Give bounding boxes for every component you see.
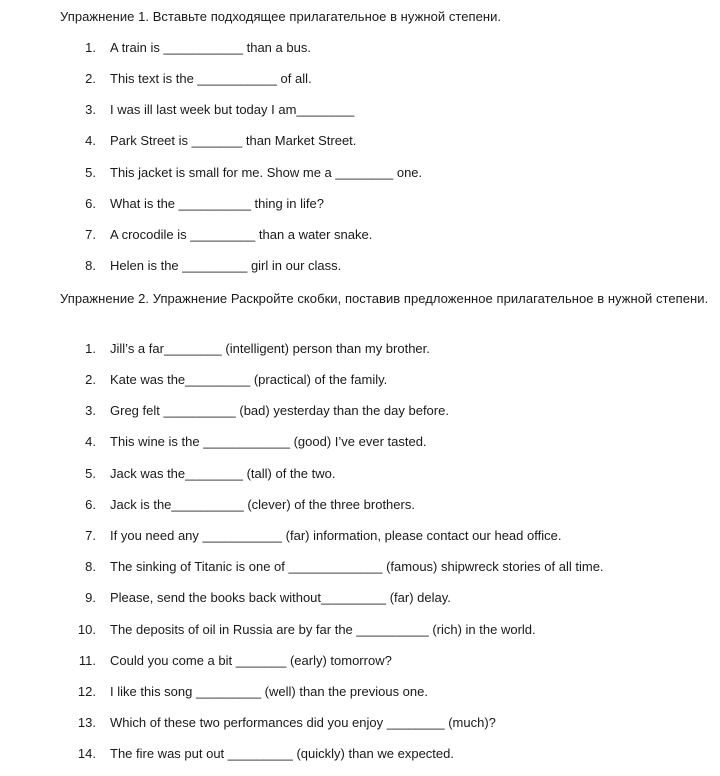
item-number: 7. <box>85 227 96 242</box>
exercise-2-item <box>0 526 720 546</box>
item-number: 5. <box>85 165 96 180</box>
exercise-2-item <box>0 651 720 671</box>
item-text: The sinking of Titanic is one of _____________ (famous) shipwreck stories of all time. <box>110 559 604 574</box>
exercise-2-item <box>0 557 720 577</box>
item-text: What is the __________ thing in life? <box>110 196 324 211</box>
exercise-2-item <box>0 432 720 452</box>
exercise-2-heading: Упражнение 2. Упражнение Раскройте скобки, поставив предложенное прилагательное в нужной степени. <box>60 291 709 306</box>
exercise-2-item <box>0 464 720 484</box>
exercise-2-item <box>0 588 720 608</box>
item-number: 13. <box>77 715 96 730</box>
item-number: 3. <box>85 102 96 117</box>
exercise-1-item <box>0 131 720 151</box>
item-text: If you need any ___________ (far) information, please contact our head office. <box>110 528 562 543</box>
item-text: Jack is the__________ (clever) of the three brothers. <box>110 497 415 512</box>
item-text: This text is the ___________ of all. <box>110 71 312 86</box>
item-text: Please, send the books back without_________ (far) delay. <box>110 590 451 605</box>
item-number: 1. <box>85 40 96 55</box>
item-text: This jacket is small for me. Show me a ________ one. <box>110 165 423 180</box>
item-number: 1. <box>85 341 96 356</box>
exercise-2-item <box>0 495 720 515</box>
item-text: Kate was the_________ (practical) of the family. <box>110 372 388 387</box>
item-text: A train is ___________ than a bus. <box>110 40 311 55</box>
item-number: 6. <box>85 196 96 211</box>
item-number: 2. <box>85 71 96 86</box>
exercise-2-item <box>0 401 720 421</box>
item-number: 11. <box>78 653 96 668</box>
item-number: 3. <box>85 403 96 418</box>
exercise-2-item <box>0 682 720 702</box>
item-number: 7. <box>85 528 96 543</box>
item-text: Helen is the _________ girl in our class. <box>110 258 342 273</box>
item-number: 14. <box>77 746 96 761</box>
exercise-2-item <box>0 713 720 733</box>
item-number: 4. <box>85 133 96 148</box>
item-text: A crocodile is _________ than a water snake. <box>110 227 373 242</box>
exercise-1-heading: Упражнение 1. Вставьте подходящее прилагательное в нужной степени. <box>60 9 502 24</box>
item-text: Jill’s a far________ (intelligent) person than my brother. <box>110 341 430 356</box>
item-number: 5. <box>85 466 96 481</box>
exercise-2-item <box>0 339 720 359</box>
exercise-1-item <box>0 256 720 276</box>
item-number: 12. <box>77 684 96 699</box>
exercise-1-item <box>0 100 720 120</box>
exercise-2-item <box>0 744 720 764</box>
exercise-2-item <box>0 620 720 640</box>
item-text: Greg felt __________ (bad) yesterday than the day before. <box>110 403 449 418</box>
exercise-1-item <box>0 163 720 183</box>
exercise-2-item <box>0 370 720 390</box>
item-text: This wine is the ____________ (good) I’ve ever tasted. <box>110 434 427 449</box>
exercise-1-item <box>0 194 720 214</box>
item-number: 4. <box>85 434 96 449</box>
item-text: The deposits of oil in Russia are by far the __________ (rich) in the world. <box>110 622 536 637</box>
item-text: Could you come a bit _______ (early) tomorrow? <box>110 653 392 668</box>
item-number: 6. <box>85 497 96 512</box>
item-number: 8. <box>85 258 96 273</box>
item-number: 9. <box>85 590 96 605</box>
item-text: Jack was the________ (tall) of the two. <box>110 466 336 481</box>
item-text: I like this song _________ (well) than the previous one. <box>110 684 428 699</box>
exercise-1-item <box>0 69 720 89</box>
item-number: 2. <box>85 372 96 387</box>
item-text: The fire was put out _________ (quickly) than we expected. <box>110 746 454 761</box>
item-number: 10. <box>77 622 96 637</box>
item-text: Park Street is _______ than Market Street. <box>110 133 357 148</box>
exercise-1-item <box>0 38 720 58</box>
exercise-1-item <box>0 225 720 245</box>
item-text: Which of these two performances did you enjoy ________ (much)? <box>110 715 496 730</box>
item-text: I was ill last week but today I am________ <box>110 102 355 117</box>
item-number: 8. <box>85 559 96 574</box>
